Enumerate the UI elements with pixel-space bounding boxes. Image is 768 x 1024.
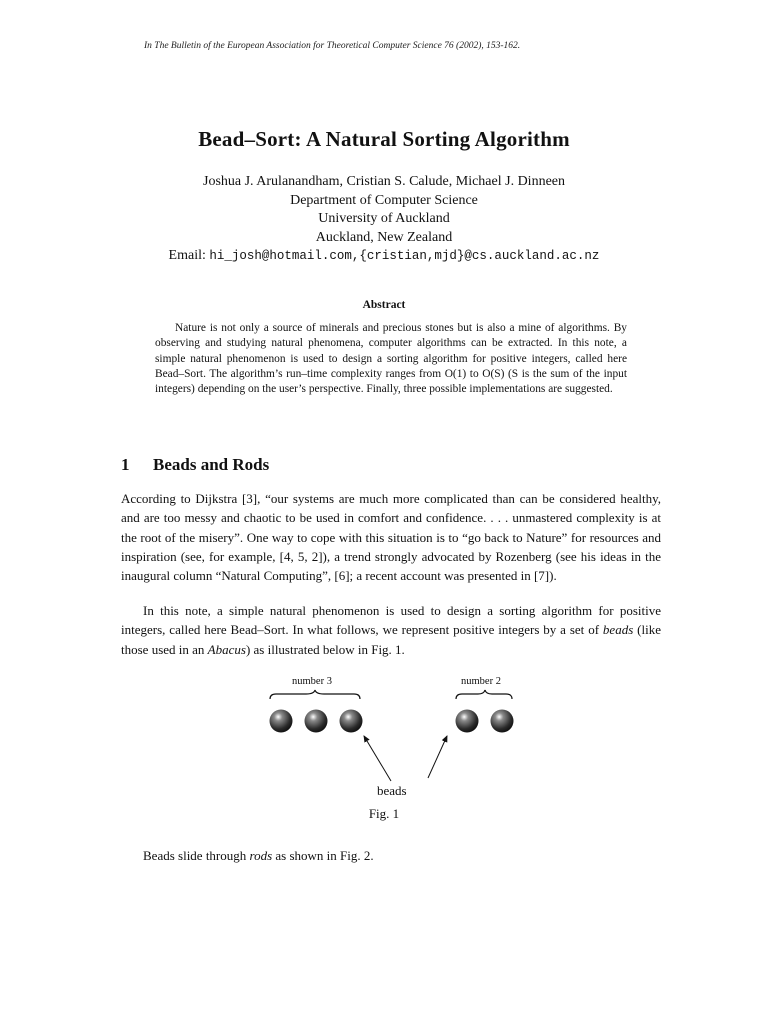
beads-group xyxy=(270,710,514,733)
paragraph-2-text-b: (like those used in an xyxy=(121,622,661,657)
emphasis-abacus: Abacus xyxy=(207,641,246,657)
section-heading xyxy=(121,455,269,475)
author-names: Joshua J. Arulanandham, Cristian S. Calude, Michael J. Dinneen xyxy=(203,174,565,189)
authors-block xyxy=(0,173,768,266)
email-address[interactable]: hi_josh@hotmail.com,{cristian,mjd}@cs.auckland.ac.nz xyxy=(209,249,600,263)
paragraph-1: According to Dijkstra [3], “our systems are much more complicated than can be considered healthy, and are too messy and chaotic to be used in comfort and confidence. . . . unmastered complexity is at the root of the misery”. One way to cope with this situation is to “go back to Nature” for resources and inspiration (see, for example, [4, 5, 2]), a trend strongly advocated by Rozenberg (see his ideas in the inaugural column “Natural Computing”, [6]; a recent account was presented in [7]). xyxy=(121,491,661,584)
paragraph-3-text-a: Beads slide through xyxy=(143,848,250,863)
emphasis-beads: beads xyxy=(602,622,634,638)
bead xyxy=(270,710,293,733)
email-line xyxy=(0,247,768,266)
paragraph-3-text-b: as shown in Fig. 2. xyxy=(272,848,374,863)
bead xyxy=(456,710,479,733)
emphasis-rods: rods xyxy=(249,848,273,863)
paper-title: Bead–Sort: A Natural Sorting Algorithm xyxy=(198,127,570,151)
beads-label: beads xyxy=(377,783,407,798)
brace-right xyxy=(456,690,512,699)
university: University of Auckland xyxy=(318,211,450,226)
paragraph-2 xyxy=(121,601,661,659)
bead xyxy=(491,710,514,733)
location: Auckland, New Zealand xyxy=(315,229,453,245)
section-title: Beads and Rods xyxy=(153,455,270,474)
bead xyxy=(340,710,363,733)
abstract-text: Nature is not only a source of minerals and precious stones but is also a mine of algorithms. By observing and studying natural phenomena, computer algorithms can be extracted. In this note, a simple natural phenomenon is used to design a sorting algorithm for positive integers, called here Bead–Sort. The algorithm’s run–time complexity ranges from O(1) to O(S) (S is the sum of the input integers) depending on the user’s perspective. Finally, three possible implementations are suggested. xyxy=(155,322,627,396)
arrow-right xyxy=(428,736,447,778)
brace-left xyxy=(270,690,360,699)
bead xyxy=(305,710,328,733)
paragraph-2-text-a: In this note, a simple natural phenomenon is used to design a sorting algorithm for positive integers, called here Bead–Sort. In what follows, we represent positive integers by a set of xyxy=(121,603,661,638)
section-number: 1 xyxy=(121,455,130,474)
department: Department of Computer Science xyxy=(290,192,478,208)
paragraph-3 xyxy=(143,846,663,865)
figure-caption: Fig. 1 xyxy=(368,806,400,821)
email-label: Email: xyxy=(168,248,210,263)
label-number-3: number 3 xyxy=(292,676,332,687)
label-number-2: number 2 xyxy=(461,676,501,687)
abstract-heading: Abstract xyxy=(362,299,406,311)
header-citation: In The Bulletin of the European Association for Theoretical Computer Science 76 (2002), 153-162. xyxy=(144,41,521,51)
arrow-left xyxy=(364,736,391,781)
paragraph-2-text-c: ) as illustrated below in Fig. 1. xyxy=(245,641,405,657)
